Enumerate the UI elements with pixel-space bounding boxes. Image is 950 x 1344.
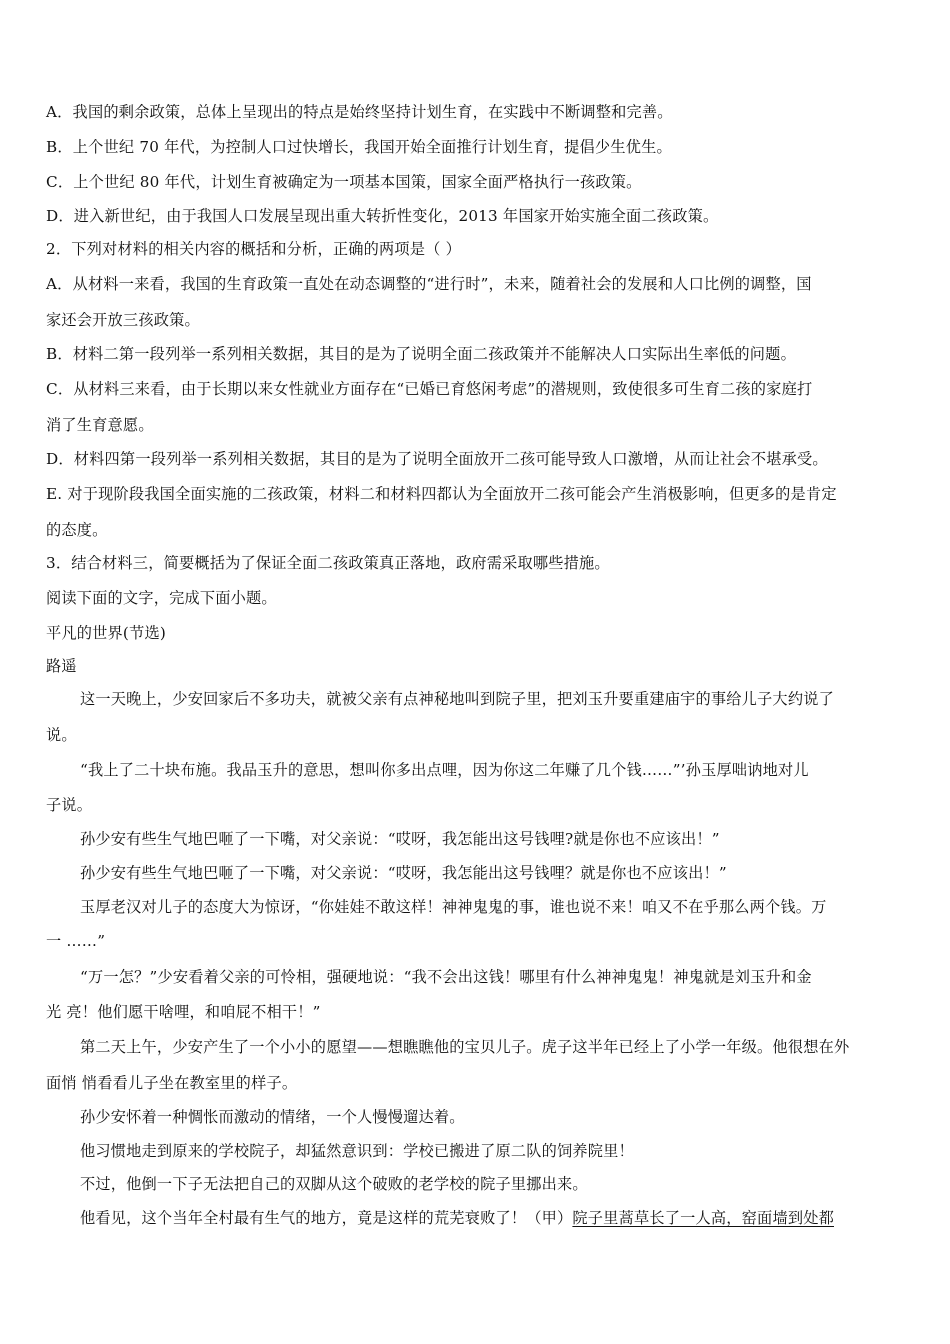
passage-para7-line2: 面悄 悄看看儿子坐在教室里的样子。 <box>46 1074 298 1092</box>
passage-para11-line1 <box>80 1208 834 1228</box>
passage-para2-line2: 子说。 <box>46 796 93 814</box>
q2-option-a-line2: 家还会开放三孩政策。 <box>46 311 200 329</box>
passage-para10: 不过，他倒一下子无法把自己的双脚从这个破败的老学校的院子里挪出来。 <box>80 1175 588 1193</box>
q2-option-c-line1: C．从材料三来看，由于长期以来女性就业方面存在“已婚已育悠闲考虑”的潜规则，致使很多可生育二孩的家庭打 <box>46 380 813 398</box>
passage-para9: 他习惯地走到原来的学校院子，却猛然意识到：学校已搬进了原二队的饲养院里！ <box>80 1142 634 1160</box>
passage-para11-text: 他看见，这个当年全村最有生气的地方，竟是这样的荒芜衰败了！（甲） <box>80 1209 573 1227</box>
passage-para3: 孙少安有些生气地巴咂了一下嘴，对父亲说：“哎呀，我怎能出这号钱哩?就是你也不应该出！” <box>80 830 720 848</box>
q2-option-c-line2: 消了生育意愿。 <box>46 416 154 434</box>
passage-para6-line2: 光 亮！他们愿干啥哩，和咱屁不相干！” <box>46 1003 321 1021</box>
question-2: 2．下列对材料的相关内容的概括和分析，正确的两项是（ ） <box>46 240 461 258</box>
q2-option-e-line1: E. 对于现阶段我国全面实施的二孩政策，材料二和材料四都认为全面放开二孩可能会产生消极影响，但更多的是肯定 <box>46 485 837 503</box>
q2-option-a-line1: A．从材料一来看，我国的生育政策一直处在动态调整的“进行时”，未来，随着社会的发展和人口比例的调整，国 <box>46 275 812 293</box>
option-b-line: B．上个世纪 70 年代，为控制人口过快增长，我国开始全面推行计划生育，提倡少生优生。 <box>46 138 672 156</box>
passage-para1-line1: 这一天晚上，少安回家后不多功夫，就被父亲有点神秘地叫到院子里，把刘玉升要重建庙宇的事给儿子大约说了 <box>80 690 834 708</box>
reading-instruction: 阅读下面的文字，完成下面小题。 <box>46 589 277 607</box>
passage-para7-line1: 第二天上午，少安产生了一个小小的愿望——想瞧瞧他的宝贝儿子。虎子这半年已经上了小学一年级。他很想在外 <box>80 1038 850 1056</box>
option-c-line: C．上个世纪 80 年代，计划生育被确定为一项基本国策，国家全面严格执行一孩政策。 <box>46 173 642 191</box>
passage-title: 平凡的世界(节选) <box>46 624 166 642</box>
passage-para4: 孙少安有些生气地巴咂了一下嘴，对父亲说：“哎呀，我怎能出这号钱哩？就是你也不应该出！” <box>80 864 727 882</box>
q2-option-e-line2: 的态度。 <box>46 521 108 539</box>
option-d-line: D．进入新世纪，由于我国人口发展呈现出重大转折性变化，2013 年国家开始实施全面二孩政策。 <box>46 207 719 225</box>
passage-para2-line1: “我上了二十块布施。我品玉升的意思，想叫你多出点哩，因为你这二年赚了几个钱……”’孙玉厚咄讷地对儿 <box>80 761 809 779</box>
passage-author: 路遥 <box>46 657 77 675</box>
q2-option-b-line: B．材料二第一段列举一系列相关数据，其目的是为了说明全面二孩政策并不能解决人口实际出生率低的问题。 <box>46 345 796 363</box>
q2-option-d-line: D．材料四第一段列举一系列相关数据，其目的是为了说明全面放开二孩可能导致人口激增，从而让社会不堪承受。 <box>46 450 828 468</box>
question-3: 3．结合材料三，简要概括为了保证全面二孩政策真正落地，政府需采取哪些措施。 <box>46 554 610 572</box>
option-a-line: A．我国的剩余政策，总体上呈现出的特点是始终坚持计划生育，在实践中不断调整和完善。 <box>46 103 673 121</box>
underlined-sentence-jia: 院子里蒿草长了一人高，窑面墙到处都 <box>572 1209 834 1227</box>
passage-para6-line1: “万一怎？”少安看着父亲的可怜相，强硬地说：“我不会出这钱！哪里有什么神神鬼鬼！神鬼就是刘玉升和金 <box>80 968 812 986</box>
passage-para1-line2: 说。 <box>46 726 77 744</box>
passage-para8: 孙少安怀着一种惆怅而激动的情绪，一个人慢慢遛达着。 <box>80 1108 465 1126</box>
passage-para5-line2: 一 ……” <box>46 932 106 950</box>
passage-para5-line1: 玉厚老汉对儿子的态度大为惊讶，“你娃娃不敢这样！神神鬼鬼的事，谁也说不来！咱又不在乎那么两个钱。万 <box>80 898 827 916</box>
